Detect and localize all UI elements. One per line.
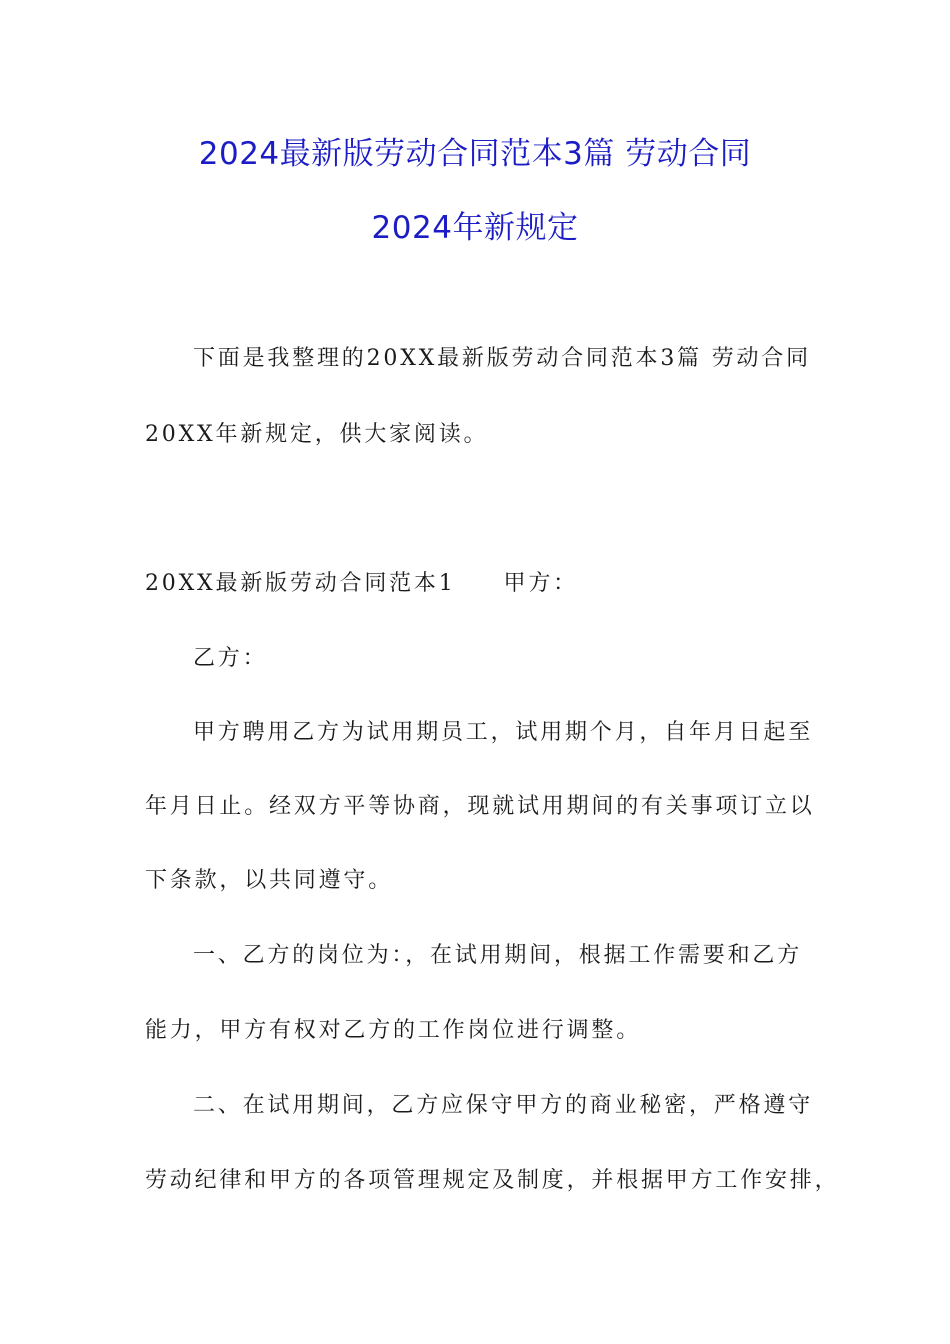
intro-line-2: 20XX年新规定，供大家阅读。: [145, 422, 489, 447]
body-line-3: 下条款，以共同遵守。: [145, 868, 394, 893]
clause-1-line-1: 一、乙方的岗位为：，在试用期间，根据工作需要和乙方: [193, 943, 803, 968]
clause-2-line-2: 劳动纪律和甲方的各项管理规定及制度，并根据甲方工作安排，: [145, 1168, 840, 1193]
body-line-2: 年月日止。经双方平等协商，现就试用期间的有关事项订立以: [145, 794, 815, 819]
party-a-label: 甲方：: [503, 571, 578, 596]
party-b-label: 乙方：: [193, 646, 268, 671]
intro-line-1: 下面是我整理的20XX最新版劳动合同范本3篇 劳动合同: [193, 346, 811, 371]
document-title-line-2: 2024年新规定: [371, 210, 579, 246]
document-title-line-1: 2024最新版劳动合同范本3篇 劳动合同: [198, 136, 752, 172]
section-heading: 20XX最新版劳动合同范本1: [145, 571, 456, 596]
section-heading-row: [145, 569, 578, 599]
body-line-1: 甲方聘用乙方为试用期员工，试用期个月，自年月日起至: [193, 720, 814, 745]
clause-2-line-1: 二、在试用期间，乙方应保守甲方的商业秘密，严格遵守: [193, 1093, 814, 1118]
clause-1-line-2: 能力，甲方有权对乙方的工作岗位进行调整。: [145, 1018, 642, 1043]
